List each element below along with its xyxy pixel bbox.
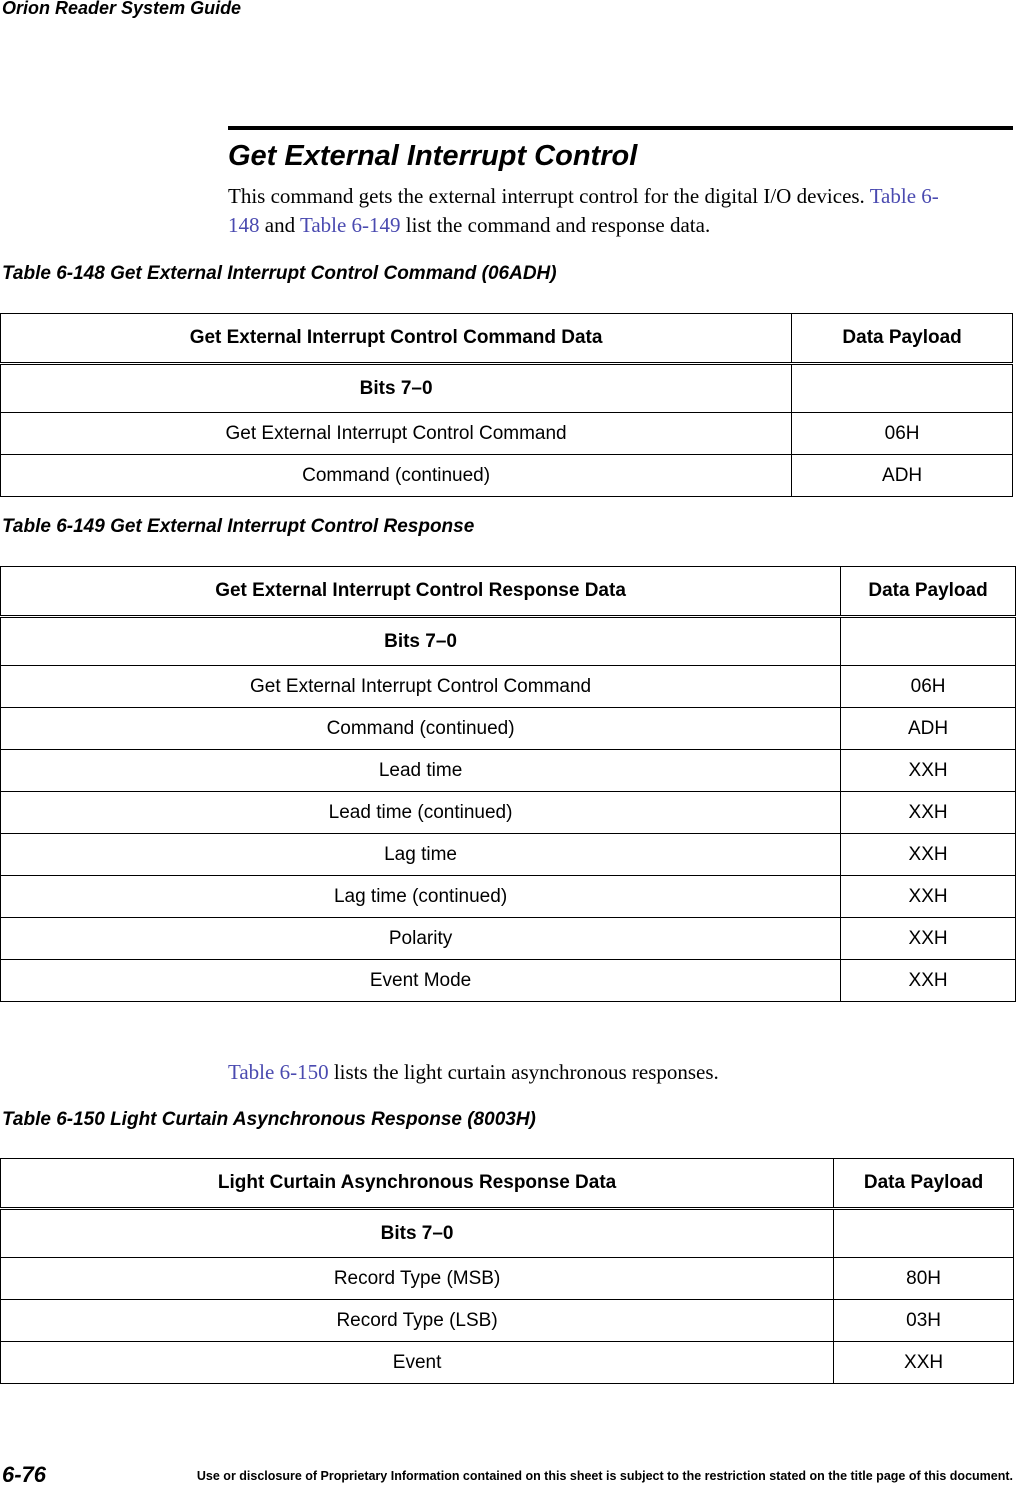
page-number: 6-76 <box>2 1462 47 1487</box>
table-cell: XXH <box>841 792 1016 834</box>
table-cell: Event <box>1 1342 834 1384</box>
table-149-header-data: Get External Interrupt Control Response Data <box>1 567 841 617</box>
table-148-caption: Table 6-148 Get External Interrupt Control Command (06ADH) <box>2 263 557 284</box>
running-head: Orion Reader System Guide <box>2 0 242 18</box>
table-subheader-row <box>1 364 1013 413</box>
intro-line-1 <box>228 182 1008 211</box>
table-150-header-payload: Data Payload <box>834 1159 1014 1209</box>
table-149-link[interactable]: Table 6-149 <box>299 213 401 237</box>
table-cell: Get External Interrupt Control Command <box>1 666 841 708</box>
table-row <box>1 666 1016 708</box>
table-149-bits-label: Bits 7–0 <box>1 617 841 666</box>
table-150-paragraph <box>228 1058 719 1087</box>
table-cell: Record Type (MSB) <box>1 1258 834 1300</box>
table-cell: Record Type (LSB) <box>1 1300 834 1342</box>
table-148-header-data: Get External Interrupt Control Command Data <box>1 314 792 364</box>
empty-cell <box>792 364 1013 413</box>
empty-cell <box>834 1209 1014 1258</box>
table-cell: 06H <box>841 666 1016 708</box>
table-header-row <box>1 314 1013 364</box>
table-148-link-cont[interactable]: 148 <box>228 213 260 237</box>
table-header-row <box>1 1159 1014 1209</box>
table-cell: Command (continued) <box>1 708 841 750</box>
table-cell: XXH <box>841 750 1016 792</box>
table-subheader-row <box>1 617 1016 666</box>
section-rule <box>228 126 1013 130</box>
table-148-header-payload: Data Payload <box>792 314 1013 364</box>
table-cell: Command (continued) <box>1 455 792 497</box>
table-cell: Lead time <box>1 750 841 792</box>
table-cell: XXH <box>834 1342 1014 1384</box>
table-cell: Get External Interrupt Control Command <box>1 413 792 455</box>
table-row <box>1 455 1013 497</box>
table-cell: Lag time <box>1 834 841 876</box>
table-149-header-payload: Data Payload <box>841 567 1016 617</box>
intro-text-1: This command gets the external interrupt control for the digital I/O devices. <box>228 184 870 208</box>
table-cell: XXH <box>841 834 1016 876</box>
table-row <box>1 1300 1014 1342</box>
table-150-header-data: Light Curtain Asynchronous Response Data <box>1 1159 834 1209</box>
table-cell: ADH <box>792 455 1013 497</box>
table-cell: XXH <box>841 918 1016 960</box>
table-148-link[interactable]: Table 6- <box>869 184 939 208</box>
table-150-link[interactable]: Table 6-150 <box>228 1060 329 1084</box>
table-150 <box>0 1158 1014 1384</box>
table-cell: Polarity <box>1 918 841 960</box>
intro-text-2: and <box>259 213 300 237</box>
intro-line-2 <box>228 211 1008 240</box>
table-150-caption: Table 6-150 Light Curtain Asynchronous Response (8003H) <box>2 1109 536 1130</box>
section-title: Get External Interrupt Control <box>228 140 638 172</box>
table-row <box>1 960 1016 1002</box>
table-149 <box>0 566 1016 1002</box>
table-cell: ADH <box>841 708 1016 750</box>
table-header-row <box>1 567 1016 617</box>
table-cell: XXH <box>841 876 1016 918</box>
table-row <box>1 834 1016 876</box>
table-150-paragraph-text: lists the light curtain asynchronous responses. <box>328 1060 719 1084</box>
table-cell: 06H <box>792 413 1013 455</box>
table-cell: Event Mode <box>1 960 841 1002</box>
table-cell: XXH <box>841 960 1016 1002</box>
table-148 <box>0 313 1013 497</box>
table-150-bits-label: Bits 7–0 <box>1 1209 834 1258</box>
intro-paragraph <box>228 182 1008 240</box>
table-cell: 03H <box>834 1300 1014 1342</box>
table-cell: Lead time (continued) <box>1 792 841 834</box>
table-cell: Lag time (continued) <box>1 876 841 918</box>
table-cell: 80H <box>834 1258 1014 1300</box>
table-row <box>1 792 1016 834</box>
empty-cell <box>841 617 1016 666</box>
intro-text-3: list the command and response data. <box>400 213 711 237</box>
table-row <box>1 1342 1014 1384</box>
table-subheader-row <box>1 1209 1014 1258</box>
table-149-caption: Table 6-149 Get External Interrupt Control Response <box>2 516 475 537</box>
table-row <box>1 750 1016 792</box>
proprietary-notice: Use or disclosure of Proprietary Information contained on this sheet is subject to the restriction stated on the title page of this document. <box>196 1469 1013 1483</box>
table-row <box>1 1258 1014 1300</box>
table-148-bits-label: Bits 7–0 <box>1 364 792 413</box>
table-row <box>1 876 1016 918</box>
table-row <box>1 708 1016 750</box>
table-row <box>1 413 1013 455</box>
table-row <box>1 918 1016 960</box>
